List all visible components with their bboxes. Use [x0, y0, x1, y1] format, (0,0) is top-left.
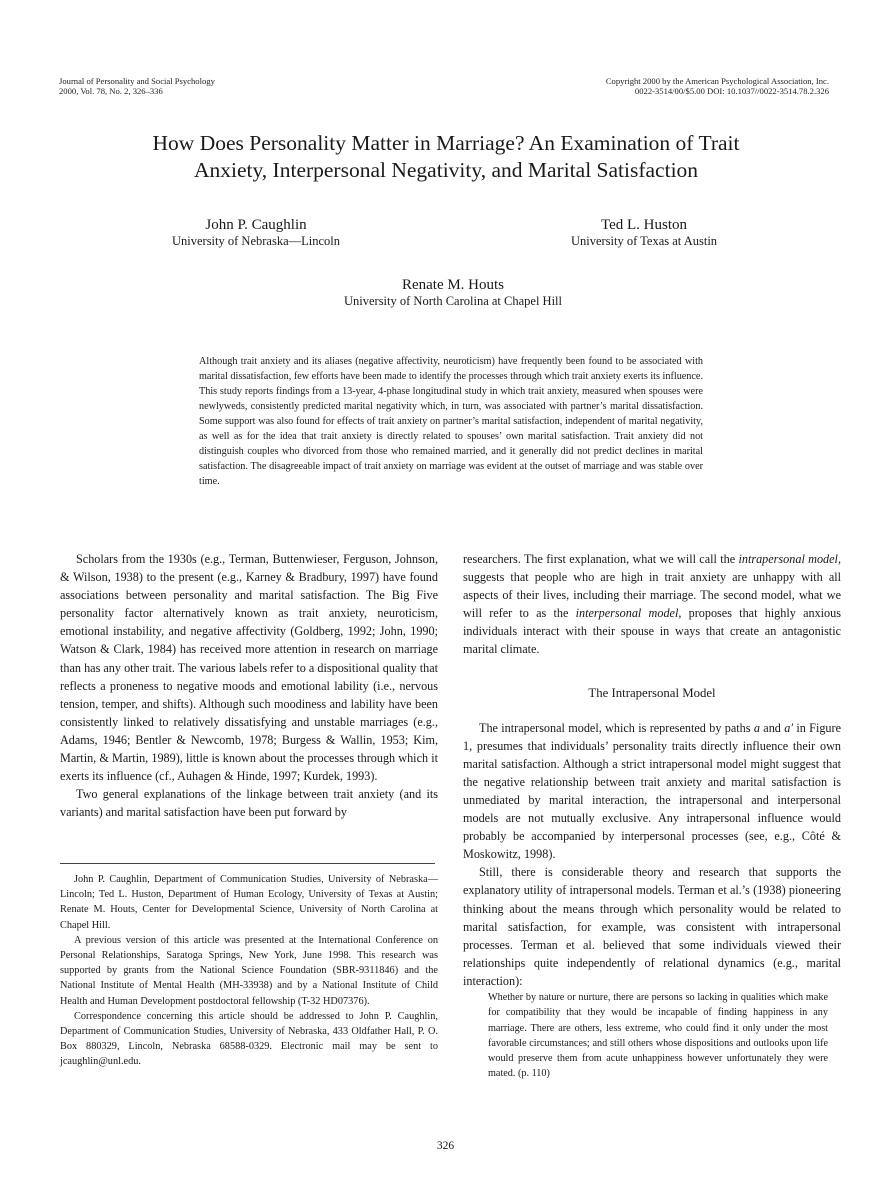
- copyright-line: Copyright 2000 by the American Psychological Association, Inc.: [605, 76, 829, 86]
- term-interpersonal: interpersonal model,: [575, 606, 682, 621]
- section-heading: The Intrapersonal Model: [588, 685, 716, 700]
- footnote-affiliations: John P. Caughlin, Department of Communication Studies, University of Nebraska—Lincoln; Ted L. Huston, Department of Human Ecology, University of Texas at Austin; Renate M. Houts, Center for Developmental Science, University of North Carolina at Chapel Hill.: [60, 874, 438, 931]
- path-label: a′: [784, 720, 793, 735]
- footnote-acknowledgments: A previous version of this article was presented at the International Conference on Personal Relationships, Saratoga Springs, New York, June 1998. This research was supported by grants from the National Science Foundation (SBR-9311846) and the National Institute of Mental Health (MH-33938) and by a National Institute of Child Health and Human Development postdoctoral fellowship (T-32 HD07376).: [60, 934, 438, 1007]
- block-quote: Whether by nature or nurture, there are persons so lacking in qualities which make for compatibility that they would be incapable of finding happiness in any marriage. There are others, less extreme, who could find it only under the most favorable circumstances; and still others whose dispositions and outlooks upon life would preserve them from acute unhappiness however unfortunately they were mated. (p. 110): [488, 992, 828, 1080]
- text-run: and: [759, 720, 785, 735]
- title-line-1: How Does Personality Matter in Marriage? An Examination of Trait: [152, 131, 740, 155]
- body-paragraph: Scholars from the 1930s (e.g., Terman, Buttenwieser, Ferguson, Johnson, & Wilson, 1938) to the present (e.g., Karney & Bradbury, 1997) have found associations between personality and marital satisfaction. The Big Five personality factor alternatively known as trait anxiety, neuroticism, emotional instability, and negative affectivity (Goldberg, 1992; John, 1990; Watson & Clark, 1984) has received more attention in research on marriage than has any other trait. The various labels refer to a dispositional quality that reflects a proneness to negative moods and emotional lability (i.e., nervous tension, temper, and shifts). Although such moodiness and lability have been consistently linked to relatively dissatisfying and unstable marriages (e.g., Adams, 1946; Bentler & Newcomb, 1978; Burgess & Wallin, 1953; Kim, Martin, & Martin, 1989), little is known about the processes through which it exerts its influence (cf., Auhagen & Hinde, 1997; Kurdek, 1993).: [60, 552, 438, 784]
- article-title: [90, 130, 802, 184]
- body-paragraph: Still, there is considerable theory and research that supports the explanatory utility of intrapersonal models. Terman et al.’s (1938) pioneering thinking about the means through which personality would be related to marital satisfaction, for example, was consistent with intrapersonal processes. Terman et al. believed that some individuals viewed their relationships quite independently of relational dynamics (e.g., marital interaction):: [463, 865, 841, 988]
- title-line-2: Anxiety, Interpersonal Negativity, and Marital Satisfaction: [193, 158, 699, 182]
- abstract: Although trait anxiety and its aliases (negative affectivity, neuroticism) have frequently been found to be associated with marital dissatisfaction, few efforts have been made to identify the processes through which trait anxiety exerts its influence. This study reports findings from a 13-year, 4-phase longitudinal study in which trait anxiety, measured when spouses were newlyweds, consistently predicted marital negativity which, in turn, was associated with partner’s marital dissatisfaction. Some support was also found for effects of trait anxiety on partner’s marital satisfaction, independent of marital negativity, as well as for the idea that trait anxiety is directly related to spouses’ own marital satisfaction. Trait anxiety did not distinguish couples who divorced from those who remained married, and it generally did not predict declines in marital satisfaction. The disagreeable impact of trait anxiety on marriage was evident at the outset of marriage and was stable over time.: [199, 356, 703, 488]
- footnote-divider: [60, 863, 435, 864]
- journal-volume: 2000, Vol. 78, No. 2, 326–336: [59, 86, 163, 96]
- author-1: [160, 216, 352, 249]
- author-name: Ted L. Huston: [600, 217, 688, 233]
- text-run: researchers. The first explanation, what we will call the: [463, 552, 739, 566]
- author-affiliation: University of Texas at Austin: [570, 234, 718, 248]
- journal-citation: [59, 76, 215, 96]
- journal-name: Journal of Personality and Social Psychology: [59, 76, 215, 86]
- author-3: [322, 276, 584, 309]
- text-run: suggests that people who are high in trait anxiety are unhappy with all aspects of their lives, including their marriage. The second model, what we will refer to as the: [463, 570, 841, 621]
- author-2: [558, 216, 730, 249]
- left-column: [60, 550, 438, 821]
- body-paragraph: [463, 550, 841, 659]
- right-column: [463, 550, 841, 990]
- text-run: The intrapersonal model, which is represented by paths: [479, 720, 754, 735]
- path-label: a: [753, 720, 760, 735]
- term-intrapersonal: intrapersonal model,: [738, 552, 841, 566]
- text-run: proposes that highly anxious individuals interact with their spouse in ways that create an antagonistic marital climate.: [463, 606, 841, 657]
- author-name: Renate M. Houts: [401, 277, 505, 293]
- author-affiliation: University of North Carolina at Chapel Hill: [343, 294, 562, 308]
- copyright-notice: [606, 76, 829, 96]
- text-run: in Figure 1, presumes that individuals’ personality traits directly influence their own marital satisfaction. Although a strict intrapersonal model might suggest that the negative relationship between trait anxiety and marital satisfaction is unmediated by marital interaction, the intrapersonal and interpersonal models are not mutually exclusive. Any intrapersonal influence would probably be accompanied by interpersonal processes (see, e.g., Côté & Moskowitz, 1998).: [463, 720, 841, 862]
- doi-line: 0022-3514/00/$5.00 DOI: 10.1037//0022-3514.78.2.326: [634, 86, 829, 96]
- page-number: 326: [436, 1140, 455, 1152]
- body-paragraph: Two general explanations of the linkage between trait anxiety (and its variants) and marital satisfaction have been put forward by: [60, 787, 438, 820]
- footnote-correspondence: Correspondence concerning this article should be addressed to John P. Caughlin, Department of Communication Studies, University of Nebraska, 433 Oldfather Hall, P. O. Box 880329, Lincoln, Nebraska 68588-0329. Electronic mail may be sent to jcaughlin@unl.edu.: [60, 1010, 438, 1068]
- author-affiliation: University of Nebraska—Lincoln: [171, 234, 340, 248]
- body-paragraph: [463, 719, 841, 864]
- author-note: [60, 872, 438, 1070]
- author-name: John P. Caughlin: [205, 217, 307, 233]
